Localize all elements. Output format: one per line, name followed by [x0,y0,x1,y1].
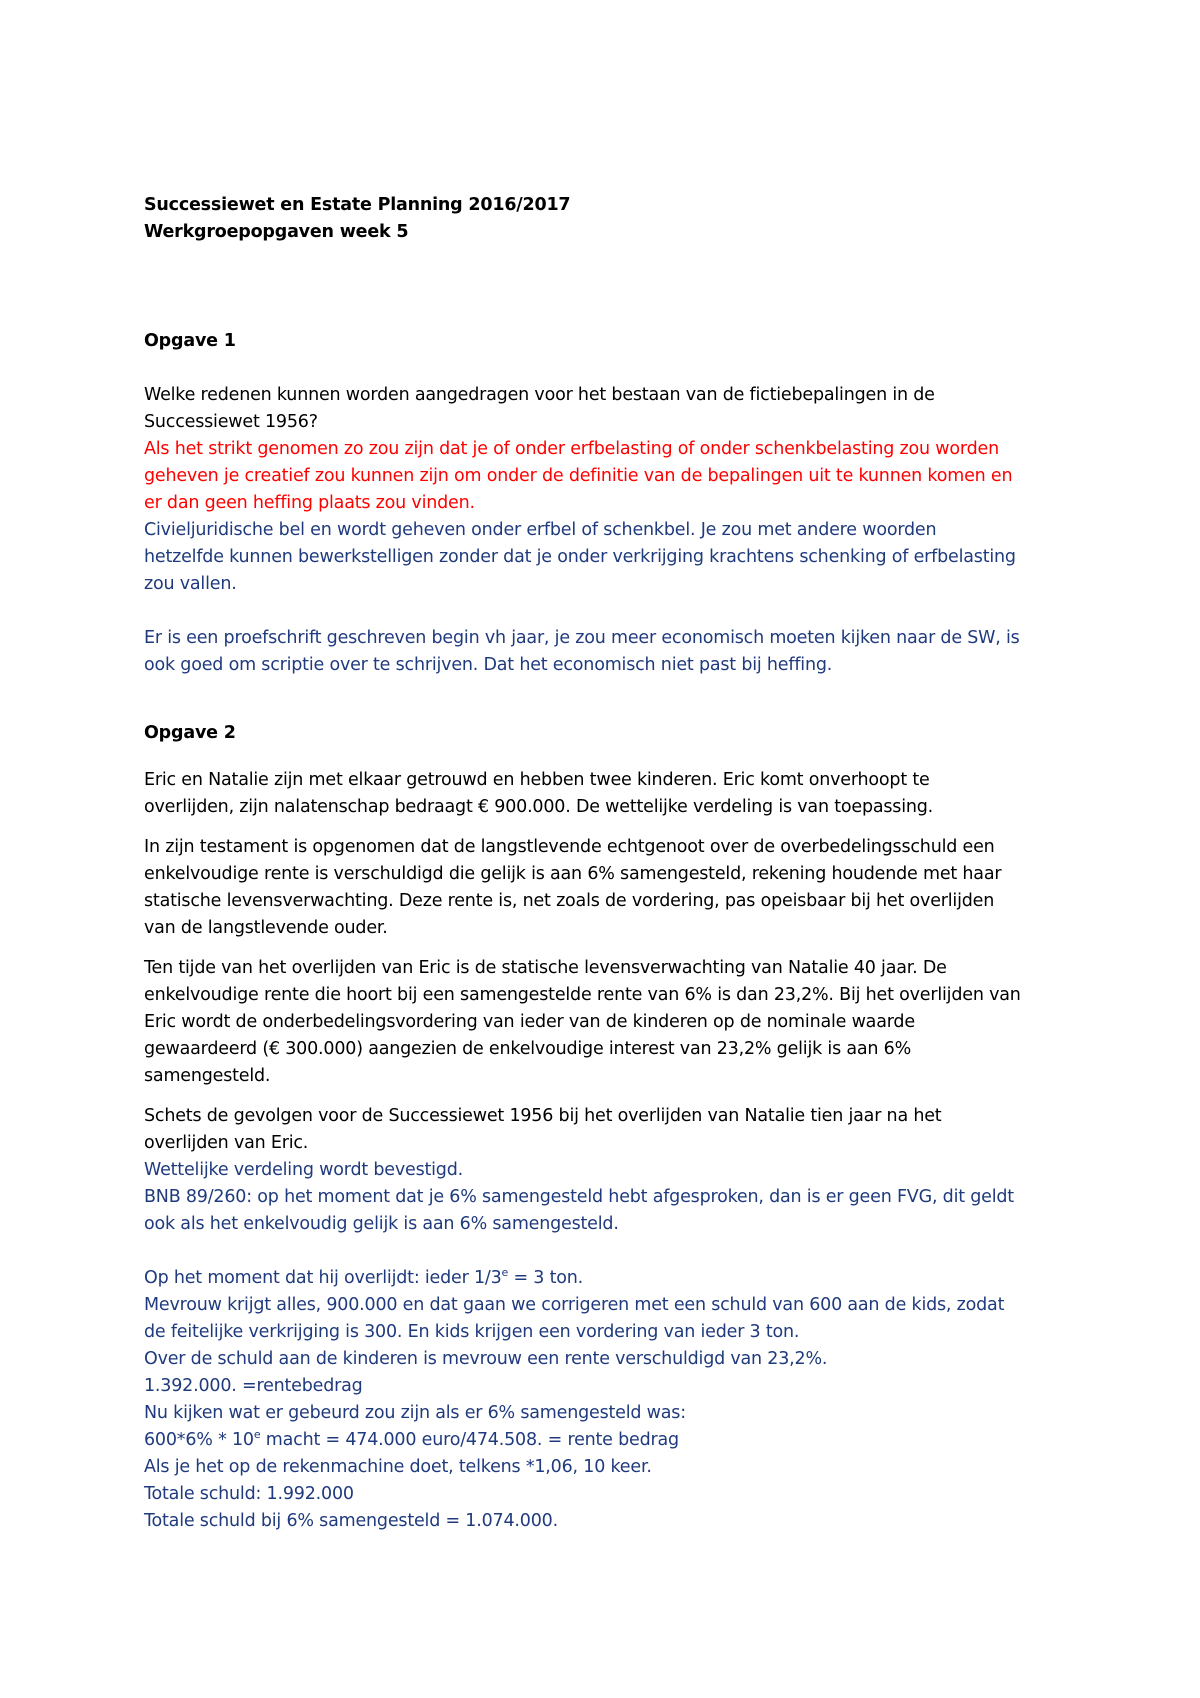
opgave-2-paragraph-3-line: samengesteld. [144,1066,271,1086]
opgave-2-calculation-line: Totale schuld bij 6% samengesteld = 1.074.000. [144,1511,558,1531]
opgave-2-calculation-line: Totale schuld: 1.992.000 [144,1484,354,1504]
opgave-1-section [144,328,1064,679]
opgave-2-paragraph-3-line: enkelvoudige rente die hoort bij een samengestelde rente van 6% is dan 23,2%. Bij het overlijden van [144,985,1021,1005]
opgave-2-answer-line: BNB 89/260: op het moment dat je 6% samengesteld hebt afgesproken, dan is er geen FVG, dit geldt [144,1187,1014,1207]
opgave-2-paragraph-2-line: enkelvoudige rente is verschuldigd die gelijk is aan 6% samengesteld, rekening houdende met haar [144,864,1002,884]
opgave-2-calculation-line: Over de schuld aan de kinderen is mevrouw een rente verschuldigd van 23,2%. [144,1349,828,1369]
opgave-1-note-line: ook goed om scriptie over te schrijven. Dat het economisch niet past bij heffing. [144,655,833,675]
calc-text: Op het moment dat hij overlijdt: ieder 1/3 [144,1268,502,1288]
opgave-1-answer-red-line: Als het strikt genomen zo zou zijn dat je of onder erfbelasting of onder schenkbelasting zou worden [144,439,999,459]
opgave-1-answer-blue-line: hetzelfde kunnen bewerkstelligen zonder dat je onder verkrijging krachtens schenking of erfbelasting [144,547,1016,567]
opgave-2-calculation-line [144,1265,1064,1292]
opgave-2-question-line: overlijden van Eric. [144,1133,309,1153]
opgave-2-paragraph-1-line: Eric en Natalie zijn met elkaar getrouwd en hebben twee kinderen. Eric komt onverhoopt te [144,770,930,790]
opgave-1-answer-blue-line: zou vallen. [144,574,237,594]
opgave-1-answer-blue-line: Civieljuridische bel en wordt geheven onder erfbel of schenkbel. Je zou met andere woorden [144,520,937,540]
opgave-1-question-line: Successiewet 1956? [144,412,318,432]
opgave-1-answer-red-line: er dan geen heffing plaats zou vinden. [144,493,475,513]
opgave-2-paragraph-3-line: Eric wordt de onderbedelingsvordering van ieder van de kinderen op de nominale waarde [144,1012,915,1032]
calc-text: = 3 ton. [508,1268,584,1288]
opgave-2-calculation-line: Mevrouw krijgt alles, 900.000 en dat gaan we corrigeren met een schuld van 600 aan de kids, zodat [144,1295,1005,1315]
opgave-2-paragraph-2-line: statische levensverwachting. Deze rente is, net zoals de vordering, pas opeisbaar bij het overlijden [144,891,995,911]
opgave-1-answer-red-line: geheven je creatief zou kunnen zijn om onder de definitie van de bepalingen uit te kunnen komen en [144,466,1013,486]
opgave-2-answer-line: ook als het enkelvoudig gelijk is aan 6% samengesteld. [144,1214,619,1234]
opgave-2-calculation-line: Als je het op de rekenmachine doet, telkens *1,06, 10 keer. [144,1457,652,1477]
opgave-2-paragraph-3-line: Ten tijde van het overlijden van Eric is de statische levensverwachting van Natalie 40 jaar. De [144,958,947,978]
opgave-1-note-line: Er is een proefschrift geschreven begin vh jaar, je zou meer economisch moeten kijken naar de SW, is [144,628,1020,648]
opgave-2-paragraph-3-line: gewaardeerd (€ 300.000) aangezien de enkelvoudige interest van 23,2% gelijk is aan 6% [144,1039,912,1059]
opgave-2-heading: Opgave 2 [144,723,236,743]
opgave-1-question-line: Welke redenen kunnen worden aangedragen voor het bestaan van de fictiebepalingen in de [144,385,935,405]
opgave-2-answer-line: Wettelijke verdeling wordt bevestigd. [144,1160,463,1180]
opgave-2-calculation-line: 1.392.000. =rentebedrag [144,1376,363,1396]
calc-superscript: e [253,1428,261,1442]
opgave-2-calculation-line: de feitelijke verkrijging is 300. En kids krijgen een vordering van ieder 3 ton. [144,1322,800,1342]
calc-superscript: e [501,1266,509,1280]
document-page [144,192,1064,1535]
opgave-2-calculation-line: Nu kijken wat er gebeurd zou zijn als er 6% samengesteld was: [144,1403,686,1423]
opgave-2-question-line: Schets de gevolgen voor de Successiewet 1956 bij het overlijden van Natalie tien jaar na het [144,1106,942,1126]
document-title: Successiewet en Estate Planning 2016/2017 [144,195,571,215]
calc-text: macht = 474.000 euro/474.508. = rente bedrag [260,1430,679,1450]
opgave-2-calculation-line [144,1427,1064,1454]
opgave-2-paragraph-2-line: In zijn testament is opgenomen dat de langstlevende echtgenoot over de overbedelingsschuld een [144,837,995,857]
document-subtitle: Werkgroepopgaven week 5 [144,222,409,242]
opgave-2-section [144,720,1064,1535]
opgave-2-paragraph-1-line: overlijden, zijn nalatenschap bedraagt € 900.000. De wettelijke verdeling is van toepassing. [144,797,934,817]
opgave-2-paragraph-2-line: van de langstlevende ouder. [144,918,388,938]
opgave-1-heading: Opgave 1 [144,331,236,351]
calc-text: 600*6% * 10 [144,1430,254,1450]
